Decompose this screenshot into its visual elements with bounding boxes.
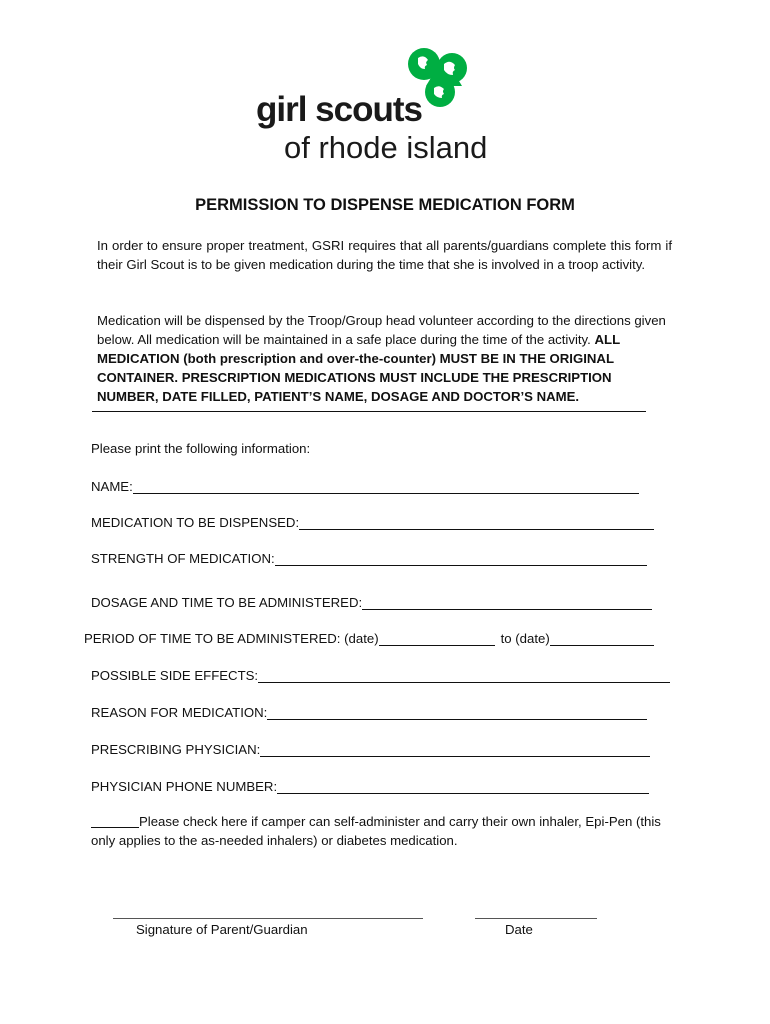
date-line[interactable] [475,918,597,919]
form-title: PERMISSION TO DISPENSE MEDICATION FORM [195,196,575,214]
logo-text-girl-scouts: girl scouts [256,90,422,129]
policy-text: Medication will be dispensed by the Troop/Group head volunteer according to the directions given below. All medication will be maintained in a safe place during the time of the activity. [97,313,666,347]
period-to-label: to (date) [500,631,550,646]
phone-input-line[interactable] [277,779,649,794]
physician-input-line[interactable] [260,742,650,757]
date-label: Date [505,922,533,937]
name-field [91,474,639,494]
self-administer-text: Please check here if camper can self-administer and carry their own inhaler, Epi-Pen (this only applies to the as-needed inhalers) or diabetes medication. [91,814,661,848]
medication-label: MEDICATION TO BE DISPENSED: [91,515,300,530]
side-effects-field [91,663,670,683]
section-divider [92,411,646,412]
medication-input-line[interactable] [299,515,654,530]
side-effects-input-line[interactable] [258,668,670,683]
period-end-input-line[interactable] [550,631,654,646]
dosage-label: DOSAGE AND TIME TO BE ADMINISTERED: [91,595,363,610]
period-field [84,626,654,646]
side-effects-label: POSSIBLE SIDE EFFECTS: [91,668,259,683]
policy-paragraph [97,311,672,406]
reason-field [91,700,647,720]
physician-label: PRESCRIBING PHYSICIAN: [91,742,261,757]
phone-label: PHYSICIAN PHONE NUMBER: [91,779,278,794]
reason-input-line[interactable] [267,705,647,720]
strength-field [91,546,647,566]
intro-paragraph: In order to ensure proper treatment, GSRI requires that all parents/guardians complete this form if their Girl Scout is to be given medication during the time that she is involved in a troop activity. [97,238,672,272]
self-administer-check-line[interactable] [91,813,139,828]
medication-field [91,510,654,530]
physician-field [91,737,650,757]
name-label: NAME: [91,479,133,494]
print-instruction-text: Please print the following information: [91,441,311,456]
logo-text-rhode-island: of rhode island [284,130,488,165]
self-administer-checkbox [91,812,676,850]
phone-field [91,774,649,794]
reason-label: REASON FOR MEDICATION: [91,705,268,720]
period-start-input-line[interactable] [379,631,495,646]
parent-signature-label: Signature of Parent/Guardian [136,922,308,937]
strength-label: STRENGTH OF MEDICATION: [91,551,275,566]
policy-bold-requirements: ALL MEDICATION (both prescription and over-the-counter) MUST BE IN THE ORIGINAL CONTAINER. PRESCRIPTION MEDICATIONS MUST INCLUDE THE PRESCRIPTION NUMBER, DATE FILLED, PATIENT’S NAME, DOSAGE AND DOCTOR’S NAME. [97,332,620,404]
strength-input-line[interactable] [275,551,647,566]
parent-signature-line[interactable] [113,918,423,919]
print-instruction [91,436,310,456]
period-label: PERIOD OF TIME TO BE ADMINISTERED: (date) [84,631,379,646]
dosage-field [91,590,652,610]
dosage-input-line[interactable] [362,595,652,610]
name-input-line[interactable] [133,479,639,494]
